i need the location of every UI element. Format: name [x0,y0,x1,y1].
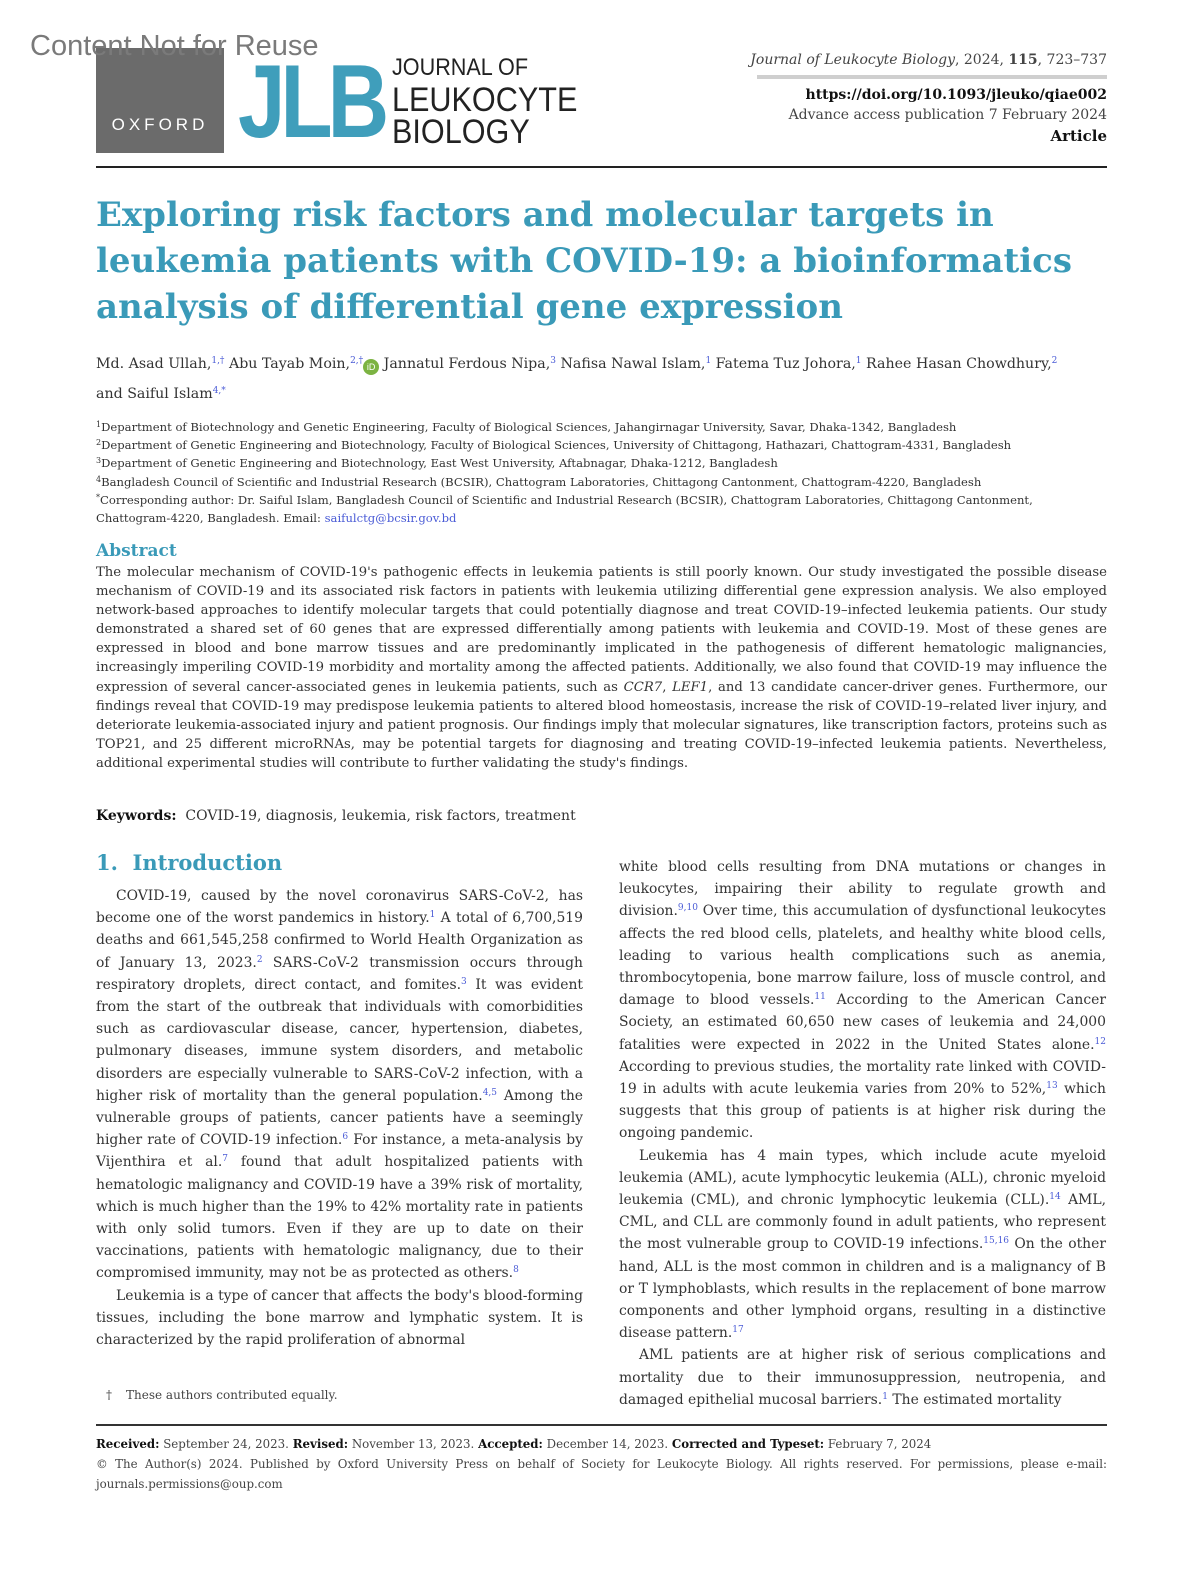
affiliation-marker: 3 [550,356,556,366]
affiliation-number: 1 [96,420,102,429]
affiliation-text: Department of Genetic Engineering and Biotechnology, East West University, Aftabnagar, Dhaka-1212, Bangladesh [101,456,778,471]
text-run: Leukemia has 4 main types, which include acute myeloid leukemia (AML), acute lymphocytic leukemia (ALL), chronic myeloid leukemia (CML), and chronic lymphocytic leukemia (CLL). [619,1147,1106,1209]
watermark: Content Not for Reuse [30,30,319,62]
section-heading-introduction: 1. Introduction [96,850,283,875]
affiliation [96,454,1107,472]
footnote [106,1388,338,1402]
text-run: According to the American Cancer Society, an estimated 60,650 new cases of leukemia and 24,000 fatalities were expected in 2022 in the United States alone. [619,992,1107,1053]
footer-divider [96,1424,1107,1426]
citation-superscript[interactable]: 3 [461,976,467,987]
citation-superscript[interactable]: 17 [732,1325,744,1336]
citation-header [750,50,1107,146]
text-run: A total of 6,700,519 deaths and 661,545,258 confirmed to World Health Organization as of January 13, 2023. [96,910,583,971]
text-run: For instance, a meta-analysis by Vijenthira et al. [96,1132,583,1171]
paragraph [96,885,583,1285]
citation-superscript[interactable]: 7 [222,1154,229,1165]
author-name: and Saiful Islam [96,386,213,402]
author-name: Rahee Hasan Chowdhury, [861,356,1052,372]
history-dates [96,1434,1107,1454]
paragraph [619,1145,1106,1345]
header-divider [757,75,1107,79]
citation-superscript[interactable]: 12 [1094,1036,1106,1047]
affiliation-marker: 4,* [212,386,226,396]
article-footer [96,1434,1107,1494]
right-column [619,856,1107,1408]
text-run: SARS-CoV-2 transmission occurs through respiratory droplets, direct contact, and fomites. [96,954,583,993]
affiliation-marker: 1 [705,356,712,366]
citation-superscript[interactable]: 6 [342,1132,349,1143]
affiliation-marker: 2 [1051,356,1058,366]
citation-line [750,50,1107,71]
advance-access: Advance access publication 7 February 2024 [788,107,1107,123]
text-run: According to previous studies, the mortality rate linked with COVID-19 in adults with acute leukemia varies from 20% to 52%, [619,1058,1106,1098]
text-run: CCR7 [623,679,663,695]
journal-name-line: JOURNAL OF [392,54,529,81]
corresponding-text: Corresponding author: Dr. Saiful Islam, Bangladesh Council of Scientific and Industrial Research (BCSIR), Chattogram Laboratories, Chittagong Cantonment, Chattogram-4220, Bangladesh. Email: [96,492,1033,526]
received-label: Received: [96,1437,160,1451]
email-link[interactable]: saifulctg@bcsir.gov.bd [324,511,457,526]
text-run: On the other hand, ALL is the most common in children and is a malignancy of B or T lymphoblasts, which results in the replacement of bone marrow components and other lymphoid organs, resulting in a distinctive disease pattern. [619,1236,1106,1342]
journal-name-logo [392,52,578,151]
citation-superscript[interactable]: 14 [1049,1192,1061,1203]
doi-link[interactable]: https://doi.org/10.1093/jleuko/qiae002 [805,86,1107,103]
author-name: Fatema Tuz Johora, [711,356,856,372]
affiliation-number: 2 [96,438,102,448]
journal-title: Journal of Leukocyte Biology [750,52,955,68]
typeset-date: February 7, 2024 [824,1437,932,1451]
citation-superscript[interactable]: 13 [1046,1081,1058,1092]
text-run: AML, CML, and CLL are commonly found in adult patients, who represent the most vulnerable group to COVID-19 infections. [619,1192,1106,1253]
affiliation-text: Bangladesh Council of Scientific and Industrial Research (BCSIR), Chattogram Laboratories, Chittagong Cantonment, Chattogram-4220, Bangladesh [101,474,982,489]
pages: , 723–737 [1037,52,1107,68]
journal-name-line: LEUKOCYTE [392,81,578,119]
revised-date: November 13, 2023. [348,1437,479,1451]
accepted-label: Accepted: [478,1437,543,1451]
year: , 2024, [954,52,1009,68]
citation-superscript[interactable]: 9,10 [677,903,698,914]
top-divider [96,166,1107,168]
footnote-text: These authors contributed equally. [126,1388,338,1402]
text-run: It was evident from the start of the outbreak that individuals with comorbidities such as cardiovascular disease, cancer, hypertension, diabetes, pulmonary diseases, immune system disorders, and metabolic disorders are especially vulnerable to SARS-CoV-2 infection, with a higher risk of mortality than the general population. [96,976,583,1104]
affiliation [96,418,1107,436]
affiliation [96,436,1107,454]
affiliation-number: 4 [96,474,102,484]
article-type: Article [1050,126,1107,145]
citation-superscript[interactable]: 8 [513,1265,519,1276]
affiliation-text: Department of Biotechnology and Genetic Engineering, Faculty of Biological Sciences, Jahangirnagar University, Savar, Dhaka-1342, Bangladesh [101,420,957,434]
affiliations [96,418,1107,527]
citation-superscript[interactable]: 2 [256,954,263,965]
keywords-label: Keywords: [96,808,177,824]
text-run: white blood cells resulting from DNA mutations or changes in leukocytes, impairing their ability to regulate growth and division. [619,859,1106,920]
oxford-logo [96,48,224,153]
left-column [96,885,583,1358]
footnote-marker: * [96,492,100,502]
text-run: Over time, this accumulation of dysfunctional leukocytes affects the red blood cells, platelets, and healthy white blood cells, leading to various health complications such as anemia, thrombocytopenia, bone marrow failure, loss of muscle control, and damage to blood vessels. [619,903,1106,1009]
citation-superscript[interactable]: 1 [882,1391,888,1402]
author-name: Abu Tayab Moin, [224,356,351,372]
footnote-symbol: † [106,1388,112,1402]
affiliation-marker: 1,† [211,356,225,366]
affiliation-marker: 1 [855,356,862,366]
text-run: Among the vulnerable groups of patients, cancer patients have a seemingly higher rate of COVID-19 infection. [96,1087,583,1149]
corresponding-author [96,491,1107,527]
text-run: COVID-19, caused by the novel coronavirus SARS-CoV-2, has become one of the worst pandemics in history. [96,888,583,927]
affiliation-marker: 2,† [350,356,364,366]
text-run: AML patients are at higher risk of serious complications and mortality due to their immunosuppression, neutropenia, and damaged epithelial mucosal barriers. [619,1347,1106,1408]
journal-name-line: BIOLOGY [392,113,530,151]
abstract-heading: Abstract [96,541,177,561]
text-run: LEF1 [672,679,709,695]
keywords-text: COVID-19, diagnosis, leukemia, risk factors, treatment [185,808,576,824]
text-run: The molecular mechanism of COVID-19's pathogenic effects in leukemia patients is still poorly known. Our study investigated the possible disease mechanism of COVID-19 and its associated risk factors in patients with leukemia utilizing differential gene expression analysis. We also employed network-based approaches to identify molecular targets that could potentially diagnose and treat COVID-19–infected leukemia patients. Our study demonstrated a shared set of 60 genes that are expressed differentially among patients with leukemia and COVID-19. Most of these genes are expressed in blood and bone marrow tissues and are predominantly implicated in the pathogenesis of different hematologic malignancies, increasingly imperiling COVID-19 morbidity and mortality among the affected patients. Additionally, we also found that COVID-19 may influence the expression of several cancer-associated genes in leukemia patients, such as [96,565,1107,695]
paragraph [96,1285,583,1352]
jlb-logo: JLB [238,44,385,160]
affiliation-number: 3 [96,456,102,466]
citation-superscript[interactable]: 4,5 [482,1087,498,1098]
oxford-logo-text: OXFORD [111,115,209,134]
abstract-text [96,563,1107,773]
accepted-date: December 14, 2023. [542,1437,672,1451]
text-run: which suggests that this group of patients is at higher risk during the ongoing pandemic. [619,1081,1107,1142]
typeset-label: Corrected and Typeset: [671,1437,825,1451]
paragraph [619,1344,1106,1411]
orcid-icon[interactable]: iD [363,359,379,375]
received-date: September 24, 2023. [159,1437,293,1451]
text-run: Leukemia is a type of cancer that affects the body's blood-forming tissues, including the bone marrow and lymphatic system. It is characterized by the rapid proliferation of abnormal [96,1287,583,1349]
paragraph [619,856,1106,1145]
copyright: © The Author(s) 2024. Published by Oxford University Press on behalf of Society for Leukocyte Biology. All rights reserved. For permissions, please e-mail: journals.permissions@oup.com [96,1457,1107,1491]
volume: 115 [1008,52,1038,68]
affiliation-text: Department of Genetic Engineering and Biotechnology, Faculty of Biological Sciences, University of Chittagong, Hathazari, Chattogram-4331, Bangladesh [101,438,1012,453]
text-run: , and 13 candidate cancer-driver genes. Furthermore, our findings reveal that COVID-19 may predispose leukemia patients to altered blood homeostasis, increase the risk of COVID-19–related liver injury, and deteriorate leukemia-associated injury and patient prognosis. Our findings imply that molecular signatures, like transcription factors, proteins such as TOP21, and 25 different microRNAs, may be potential targets for diagnosing and treating COVID-19–infected leukemia patients. Nevertheless, additional experimental studies will contribute to further validating the study's findings. [96,679,1107,771]
author-name: Jannatul Ferdous Nipa, [379,356,551,372]
author-name: Nafisa Nawal Islam, [555,356,706,372]
article-title: Exploring risk factors and molecular targets in leukemia patients with COVID-19: a bioinformatics analysis of differential gene expression [96,195,1072,327]
keywords [96,808,576,824]
text-run: The estimated mortality [887,1391,1062,1408]
text-run: , [662,679,673,695]
citation-superscript[interactable]: 1 [429,910,436,921]
author-list [96,349,1107,409]
affiliation [96,473,1107,491]
citation-superscript[interactable]: 15,16 [983,1236,1010,1247]
author-name: Md. Asad Ullah, [96,356,212,372]
revised-label: Revised: [292,1437,349,1451]
citation-superscript[interactable]: 11 [814,992,826,1003]
text-run: found that adult hospitalized patients with hematologic malignancy and COVID-19 have a 39% risk of mortality, which is much higher than the 19% to 42% mortality rate in patients with only solid tumors. Even if they are up to date on their vaccinations, patients with hematologic malignancy, due to their compromised immunity, may not be as protected as others. [96,1154,583,1282]
